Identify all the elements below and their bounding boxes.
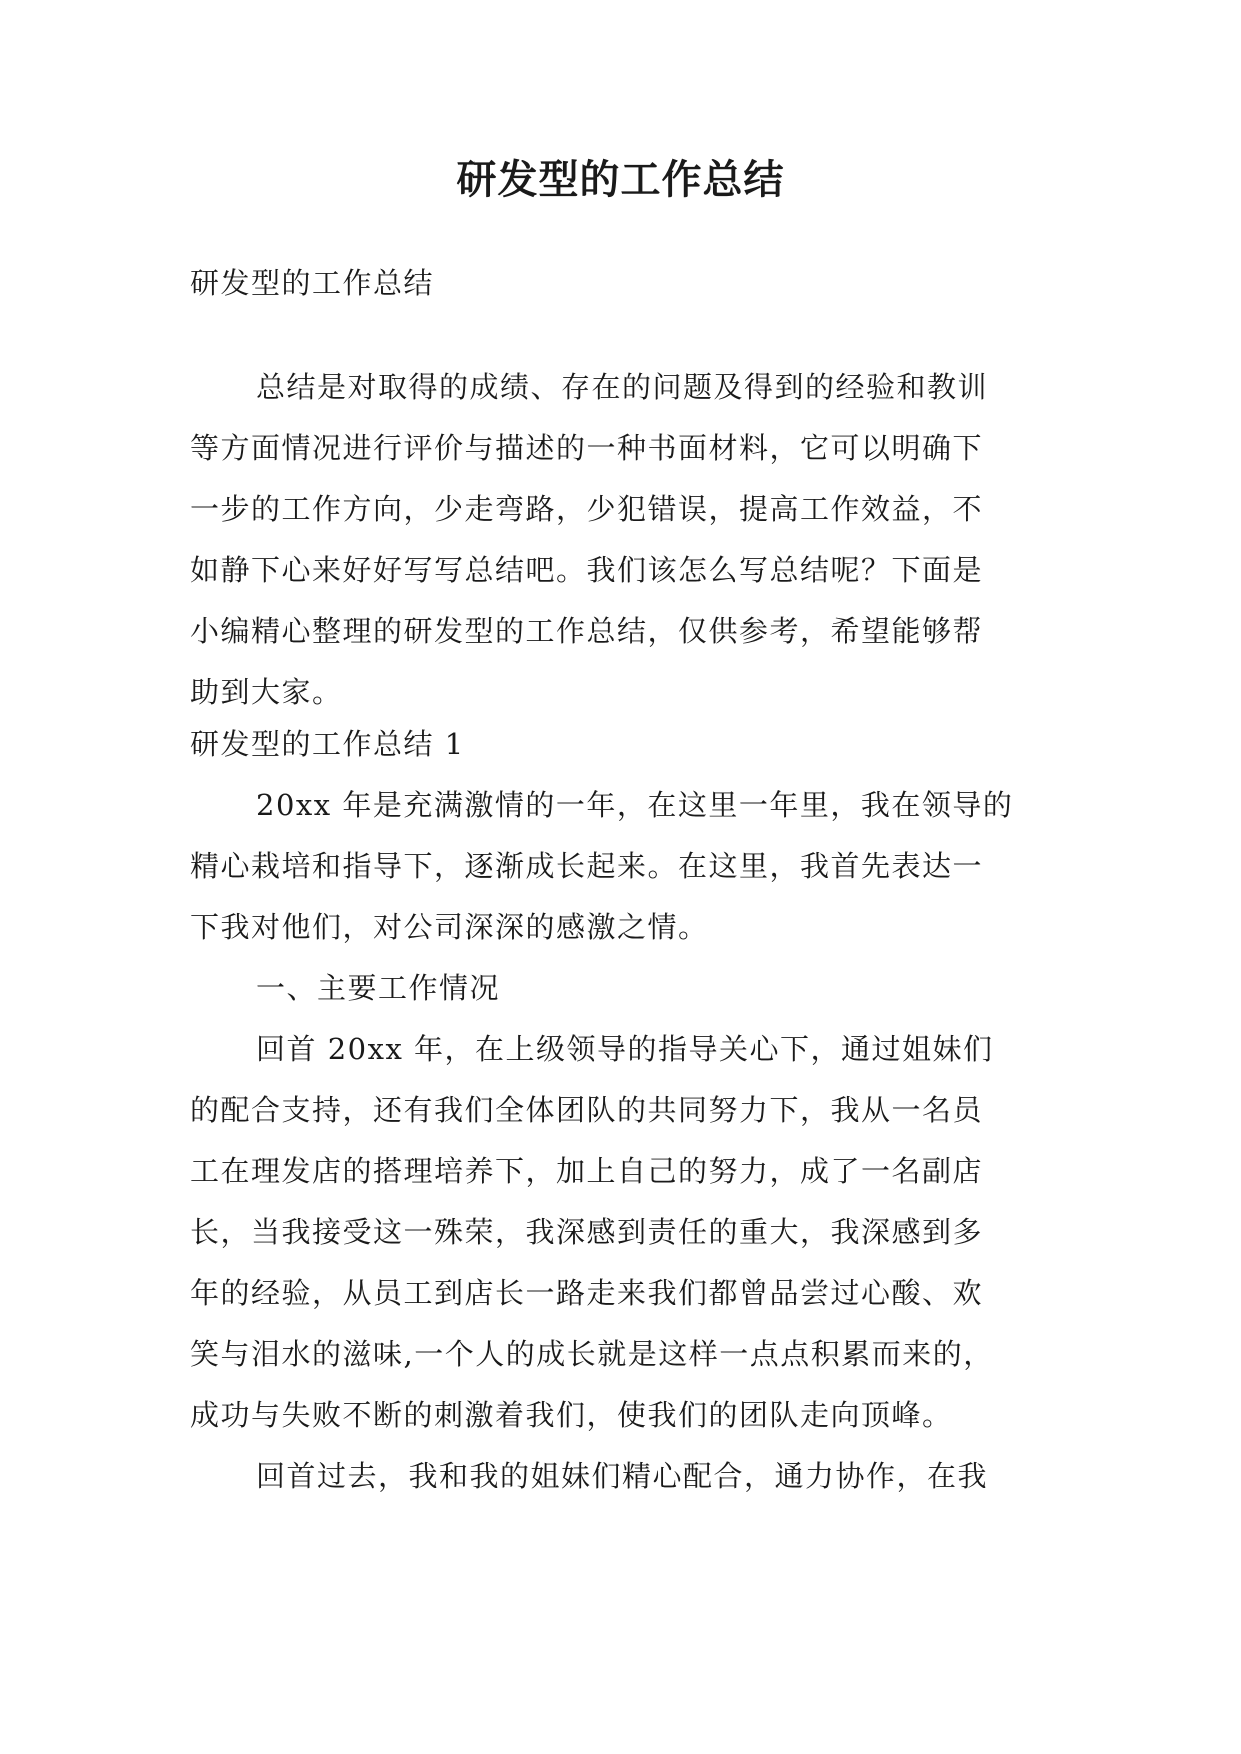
para1-line: 下我对他们，对公司深深的感激之情。 xyxy=(190,910,709,944)
para2-line: 回首 20xx 年，在上级领导的指导关心下，通过姐妹们 xyxy=(256,1032,994,1066)
para2-line: 笑与泪水的滋味,一个人的成长就是这样一点点积累而来的， xyxy=(190,1337,994,1371)
para2-line: 长，当我接受这一殊荣，我深感到责任的重大，我深感到多 xyxy=(190,1215,984,1249)
para1-line: 精心栽培和指导下，逐渐成长起来。在这里，我首先表达一 xyxy=(190,849,984,883)
intro-line: 总结是对取得的成绩、存在的问题及得到的经验和教训 xyxy=(256,370,989,404)
subheading: 一、主要工作情况 xyxy=(256,971,501,1005)
subtitle-block xyxy=(190,253,1050,314)
section-block xyxy=(190,714,1050,1507)
intro-line: 等方面情况进行评价与描述的一种书面材料，它可以明确下 xyxy=(190,431,984,465)
subtitle: 研发型的工作总结 xyxy=(190,266,435,300)
intro-paragraph xyxy=(190,357,1050,723)
para2-line: 成功与失败不断的刺激着我们，使我们的团队走向顶峰。 xyxy=(190,1398,953,1432)
para2-line: 年的经验，从员工到店长一路走来我们都曾品尝过心酸、欢 xyxy=(190,1276,984,1310)
para3-line: 回首过去，我和我的姐妹们精心配合，通力协作，在我 xyxy=(256,1459,989,1493)
intro-line: 助到大家。 xyxy=(190,675,343,709)
intro-line: 如静下心来好好写写总结吧。我们该怎么写总结呢？下面是 xyxy=(190,553,984,587)
para1-line: 20xx 年是充满激情的一年，在这里一年里，我在领导的 xyxy=(256,788,1014,822)
section-heading: 研发型的工作总结 1 xyxy=(190,727,465,761)
para2-line: 工在理发店的搭理培养下，加上自己的努力，成了一名副店 xyxy=(190,1154,984,1188)
intro-line: 小编精心整理的研发型的工作总结，仅供参考，希望能够帮 xyxy=(190,614,984,648)
para2-line: 的配合支持，还有我们全体团队的共同努力下，我从一名员 xyxy=(190,1093,984,1127)
page-title: 研发型的工作总结 xyxy=(456,156,785,203)
intro-line: 一步的工作方向，少走弯路，少犯错误，提高工作效益，不 xyxy=(190,492,984,526)
